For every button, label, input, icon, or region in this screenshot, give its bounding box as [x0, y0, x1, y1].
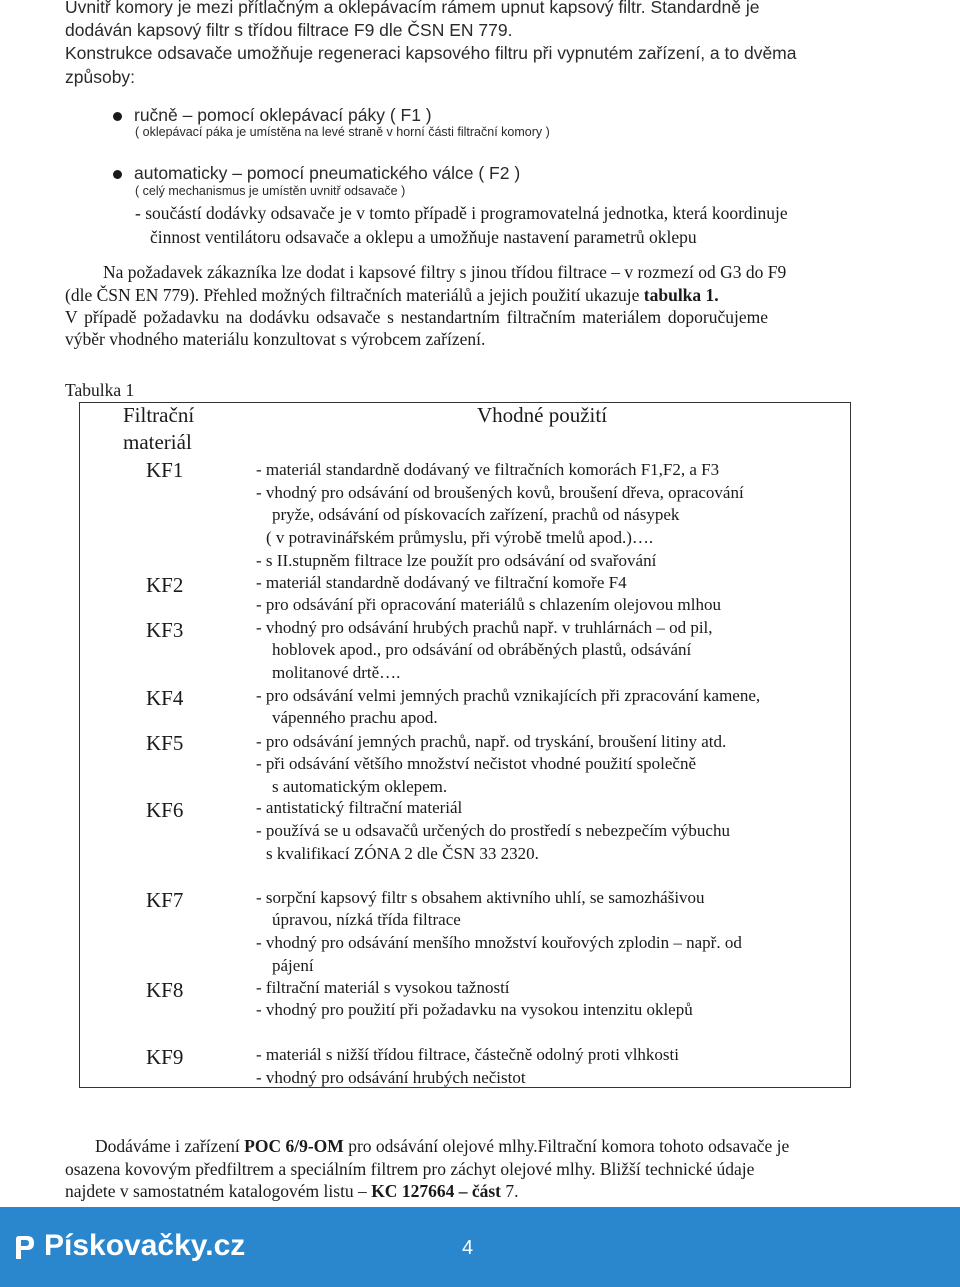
closing-line-1-start: Dodáváme i zařízení [95, 1136, 245, 1156]
logo-text: Pískovačky.cz [44, 1229, 246, 1262]
use-line: hoblovek apod., pro odsávání od obráběných plastů, odsávání [272, 640, 692, 659]
material-code: KF5 [146, 731, 184, 755]
table-reference: tabulka 1. [643, 285, 719, 305]
use-line: - vhodný pro odsávání menšího množství kouřových zplodin – např. od [256, 933, 742, 952]
material-code: KF6 [146, 798, 184, 822]
use-line: - pro odsávání velmi jemných prachů vznikajících při zpracování kamene, [256, 686, 761, 705]
material-code: KF1 [146, 458, 184, 482]
use-line: pryže, odsávání od pískovacích zařízení, prachů od násypek [272, 505, 680, 524]
para-line-3: V případě požadavku na dodávku odsavače s nestandartním filtračním materiálem doporučujeme [65, 307, 769, 327]
closing-line-1 [95, 1136, 789, 1157]
para-line-2-text: (dle ČSN EN 779). Přehled možných filtračních materiálů a jejich použití ukazuje [65, 285, 644, 305]
table-caption: Tabulka 1 [65, 380, 135, 400]
material-code: KF3 [146, 618, 184, 642]
bullet-manual-note: ( oklepávací páka je umístěna na levé straně v horní části filtrační komory ) [135, 125, 550, 139]
use-line: ( v potravinářském průmyslu, při výrobě tmelů apod.)…. [266, 528, 654, 547]
use-line: - filtrační materiál s vysokou tažností [256, 978, 510, 997]
bullet-manual [113, 105, 432, 126]
use-line: - materiál standardně dodávaný ve filtračních komorách F1,F2, a F3 [256, 460, 720, 479]
intro-line-1: Uvnitř komory je mezi přítlačným a oklepávacím rámem upnut kapsový filtr. Standardně je [65, 0, 760, 17]
product-code: POC 6/9-OM [244, 1136, 344, 1156]
material-code: KF9 [146, 1045, 184, 1069]
closing-line-3 [65, 1181, 518, 1202]
closing-line-2: osazena kovovým předfiltrem a speciálním filtrem pro záchyt olejové mlhy. Bližší technické údaje [65, 1159, 755, 1179]
use-line: - s II.stupněm filtrace lze použít pro odsávání od svařování [256, 551, 657, 570]
use-line: s automatickým oklepem. [272, 777, 448, 796]
intro-line-4: způsoby: [65, 67, 136, 87]
use-line: - používá se u odsavačů určených do prostředí s nebezpečím výbuchu [256, 821, 730, 840]
header-material-line-1: Filtrační [123, 403, 195, 427]
use-line: úpravou, nízká třída filtrace [272, 910, 461, 929]
use-line: - materiál standardně dodávaný ve filtrační komoře F4 [256, 573, 627, 592]
bullet-dot-icon [113, 170, 122, 179]
bullet-automatic-note: ( celý mechanismus je umístěn uvnitř odsavače ) [135, 184, 406, 198]
use-line: - materiál s nižší třídou filtrace, částečně odolný proti vlhkosti [256, 1045, 679, 1064]
dash-note-line-1: - součástí dodávky odsavače je v tomto případě i programovatelná jednotka, která koordinuje [135, 203, 788, 223]
bullet-automatic-text: automaticky – pomocí pneumatického válce ( F2 ) [134, 163, 521, 183]
intro-line-3: Konstrukce odsavače umožňuje regeneraci kapsového filtru při vypnutém zařízení, a to dvěma [65, 43, 797, 63]
use-line: - pro odsávání při opracování materiálů s chlazením olejovou mlhou [256, 595, 722, 614]
material-code: KF2 [146, 573, 184, 597]
footer-bar [0, 1207, 960, 1287]
dash-note-line-2: činnost ventilátoru odsavače a oklepu a umožňuje nastavení parametrů oklepu [150, 227, 697, 247]
logo-icon [14, 1235, 36, 1261]
bullet-automatic [113, 163, 520, 184]
use-line: - pro odsávání jemných prachů, např. od tryskání, broušení litiny atd. [256, 732, 727, 751]
use-line: - antistatický filtrační materiál [256, 798, 463, 817]
header-material-line-2: materiál [123, 430, 192, 454]
closing-line-3-start: najdete v samostatném katalogovém listu – [65, 1181, 372, 1201]
use-line: - při odsávání většího množství nečistot vhodné použití společně [256, 754, 697, 773]
material-code: KF4 [146, 686, 184, 710]
use-line: pájení [272, 956, 314, 975]
use-line: - vhodný pro použití při požadavku na vysokou intenzitu oklepů [256, 1000, 693, 1019]
use-line: molitanové drtě…. [272, 663, 401, 682]
material-code: KF7 [146, 888, 184, 912]
para-line-1: Na požadavek zákazníka lze dodat i kapsové filtry s jinou třídou filtrace – v rozmezí od G3 do F9 [103, 262, 787, 282]
use-line: - vhodný pro odsávání od broušených kovů, broušení dřeva, opracování [256, 483, 744, 502]
intro-line-2: dodáván kapsový filtr s třídou filtrace F9 dle ČSN EN 779. [65, 20, 513, 40]
para-line-2 [65, 285, 719, 306]
bullet-dot-icon [113, 112, 122, 121]
page-number: 4 [462, 1237, 474, 1259]
use-line: vápenného prachu apod. [272, 708, 438, 727]
use-line: - vhodný pro odsávání hrubých nečistot [256, 1068, 526, 1087]
material-code: KF8 [146, 978, 184, 1002]
catalog-reference: KC 127664 – část [371, 1181, 501, 1201]
use-line: - vhodný pro odsávání hrubých prachů např. v truhlárnách – od pil, [256, 618, 713, 637]
use-line: - sorpční kapsový filtr s obsahem aktivního uhlí, se samozhášivou [256, 888, 705, 907]
para-line-4: výběr vhodného materiálu konzultovat s výrobcem zařízení. [65, 329, 486, 349]
closing-line-1-end: pro odsávání olejové mlhy.Filtrační komora tohoto odsavače je [343, 1136, 790, 1156]
header-use: Vhodné použití [477, 403, 608, 427]
use-line: s kvalifikací ZÓNA 2 dle ČSN 33 2320. [266, 844, 539, 863]
bullet-manual-text: ručně – pomocí oklepávací páky ( F1 ) [134, 105, 432, 125]
closing-line-3-end: 7. [500, 1181, 519, 1201]
